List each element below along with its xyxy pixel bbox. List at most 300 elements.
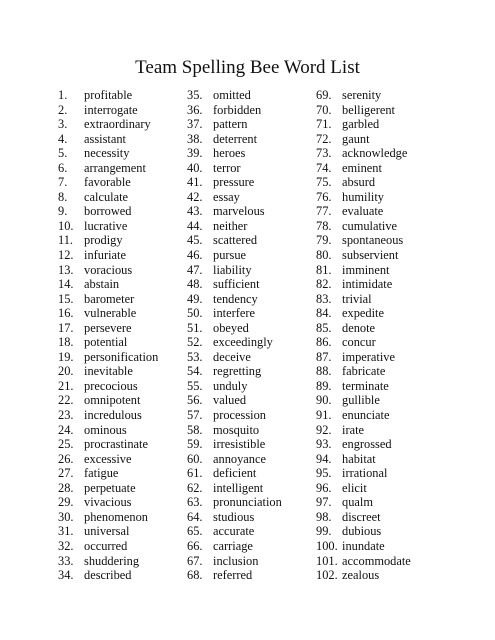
item-number: 18.: [58, 335, 74, 350]
list-item: [187, 161, 282, 176]
list-item: [58, 481, 158, 496]
item-word: pronunciation: [213, 495, 282, 510]
item-number: 20.: [58, 364, 74, 379]
list-item: [316, 219, 411, 234]
item-number: 38.: [187, 131, 203, 146]
item-number: 79.: [316, 233, 332, 248]
item-word: concur: [342, 335, 376, 350]
list-item: [58, 364, 158, 379]
item-word: accurate: [213, 524, 255, 539]
item-word: calculate: [84, 189, 129, 204]
item-word: procession: [213, 408, 266, 423]
item-number: 37.: [187, 117, 203, 132]
item-number: 5.: [58, 146, 68, 161]
list-item: [316, 510, 411, 525]
item-number: 85.: [316, 320, 332, 335]
item-word: valued: [213, 393, 247, 408]
item-word: profitable: [84, 88, 133, 102]
list-item: [58, 190, 158, 205]
item-number: 15.: [58, 291, 74, 306]
item-number: 77.: [316, 204, 332, 219]
item-number: 89.: [316, 378, 332, 393]
item-word: unduly: [213, 378, 248, 393]
list-item: [316, 292, 411, 307]
list-item: [187, 379, 282, 394]
list-item: [58, 423, 158, 438]
item-number: 92.: [316, 422, 332, 437]
item-number: 17.: [58, 320, 74, 335]
list-item: [58, 539, 158, 554]
item-word: sufficient: [213, 277, 260, 292]
item-word: discreet: [342, 509, 381, 524]
item-number: 99.: [316, 524, 332, 539]
list-item: [58, 117, 158, 132]
item-word: imperative: [342, 349, 395, 364]
item-word: excessive: [84, 451, 132, 466]
list-item: [316, 495, 411, 510]
item-number: 56.: [187, 393, 203, 408]
item-word: terror: [213, 160, 241, 175]
item-word: studious: [213, 509, 255, 524]
list-item: [316, 524, 411, 539]
item-number: 51.: [187, 320, 203, 335]
item-word: fatigue: [84, 466, 119, 481]
list-item: [187, 452, 282, 467]
item-number: 61.: [187, 466, 203, 481]
item-number: 30.: [58, 509, 74, 524]
list-item: [187, 88, 282, 103]
item-number: 88.: [316, 364, 332, 379]
item-number: 53.: [187, 349, 203, 364]
item-word: abstain: [84, 277, 120, 292]
item-number: 52.: [187, 335, 203, 350]
item-number: 94.: [316, 451, 332, 466]
list-item: [316, 204, 411, 219]
item-word: perpetuate: [84, 480, 136, 495]
list-item: [316, 117, 411, 132]
list-item: [316, 437, 411, 452]
list-item: [187, 350, 282, 365]
item-number: 8.: [58, 189, 68, 204]
list-item: [187, 510, 282, 525]
list-item: [187, 364, 282, 379]
list-item: [58, 335, 158, 350]
list-item: [58, 292, 158, 307]
item-number: 28.: [58, 480, 74, 495]
item-number: 65.: [187, 524, 203, 539]
item-number: 1.: [58, 88, 68, 102]
item-word: trivial: [342, 291, 372, 306]
list-item: [316, 423, 411, 438]
item-word: accommodate: [342, 553, 411, 568]
list-item: [58, 495, 158, 510]
item-number: 3.: [58, 117, 68, 132]
list-item: [187, 263, 282, 278]
item-word: interrogate: [84, 102, 138, 117]
item-word: irate: [342, 422, 365, 437]
item-number: 75.: [316, 175, 332, 190]
item-number: 67.: [187, 553, 203, 568]
item-word: arrangement: [84, 160, 146, 175]
item-word: intimidate: [342, 277, 393, 292]
item-number: 64.: [187, 509, 203, 524]
item-number: 40.: [187, 160, 203, 175]
item-word: barometer: [84, 291, 135, 306]
list-item: [187, 568, 282, 583]
item-number: 82.: [316, 277, 332, 292]
list-item: [58, 88, 158, 103]
word-column-2: [187, 88, 282, 583]
list-item: [187, 495, 282, 510]
item-number: 11.: [58, 233, 74, 248]
list-item: [58, 132, 158, 147]
item-number: 24.: [58, 422, 74, 437]
list-item: [58, 437, 158, 452]
word-column-1: [58, 88, 158, 583]
item-number: 73.: [316, 146, 332, 161]
list-item: [316, 146, 411, 161]
list-item: [316, 408, 411, 423]
list-item: [187, 524, 282, 539]
item-number: 45.: [187, 233, 203, 248]
item-number: 59.: [187, 437, 203, 452]
list-item: [316, 568, 411, 583]
list-item: [58, 350, 158, 365]
item-number: 76.: [316, 189, 332, 204]
item-word: elicit: [342, 480, 367, 495]
list-item: [316, 452, 411, 467]
list-item: [187, 335, 282, 350]
item-word: mosquito: [213, 422, 260, 437]
item-word: incredulous: [84, 408, 142, 423]
list-item: [187, 190, 282, 205]
item-word: gullible: [342, 393, 380, 408]
list-item: [58, 103, 158, 118]
list-item: [316, 335, 411, 350]
list-item: [187, 393, 282, 408]
item-word: ominous: [84, 422, 127, 437]
item-number: 95.: [316, 466, 332, 481]
item-number: 43.: [187, 204, 203, 219]
item-number: 19.: [58, 349, 74, 364]
item-number: 63.: [187, 495, 203, 510]
item-word: phenomenon: [84, 509, 149, 524]
item-word: dubious: [342, 524, 382, 539]
item-number: 23.: [58, 408, 74, 423]
item-word: inclusion: [213, 553, 259, 568]
item-word: referred: [213, 568, 253, 583]
item-word: acknowledge: [342, 146, 408, 161]
list-item: [58, 554, 158, 569]
list-item: [187, 103, 282, 118]
item-word: infuriate: [84, 248, 126, 263]
item-number: 10.: [58, 218, 74, 233]
list-item: [58, 452, 158, 467]
list-item: [58, 204, 158, 219]
list-item: [187, 175, 282, 190]
item-number: 62.: [187, 480, 203, 495]
item-word: humility: [342, 189, 384, 204]
item-number: 36.: [187, 102, 203, 117]
item-word: evaluate: [342, 204, 384, 219]
list-item: [58, 379, 158, 394]
item-word: omitted: [213, 88, 251, 102]
item-number: 69.: [316, 88, 332, 102]
item-word: pattern: [213, 117, 248, 132]
item-word: irrational: [342, 466, 388, 481]
item-word: lucrative: [84, 218, 128, 233]
item-number: 21.: [58, 378, 74, 393]
list-item: [187, 204, 282, 219]
item-number: 93.: [316, 437, 332, 452]
item-word: essay: [213, 189, 240, 204]
item-word: vivacious: [84, 495, 132, 510]
item-number: 50.: [187, 306, 203, 321]
item-number: 68.: [187, 568, 203, 583]
item-word: borrowed: [84, 204, 132, 219]
item-word: liability: [213, 262, 252, 277]
item-word: assistant: [84, 131, 126, 146]
list-item: [58, 393, 158, 408]
item-number: 102.: [316, 568, 338, 583]
list-item: [58, 568, 158, 583]
list-item: [316, 88, 411, 103]
item-number: 22.: [58, 393, 74, 408]
item-number: 31.: [58, 524, 74, 539]
item-word: enunciate: [342, 408, 390, 423]
item-number: 74.: [316, 160, 332, 175]
list-item: [58, 510, 158, 525]
item-word: fabricate: [342, 364, 386, 379]
item-word: procrastinate: [84, 437, 148, 452]
item-word: omnipotent: [84, 393, 141, 408]
item-word: inundate: [342, 538, 385, 553]
item-word: occurred: [84, 538, 128, 553]
item-number: 91.: [316, 408, 332, 423]
item-number: 44.: [187, 218, 203, 233]
item-number: 86.: [316, 335, 332, 350]
item-word: imminent: [342, 262, 390, 277]
list-item: [316, 379, 411, 394]
list-item: [58, 219, 158, 234]
list-item: [58, 263, 158, 278]
item-number: 49.: [187, 291, 203, 306]
item-word: scattered: [213, 233, 258, 248]
item-word: neither: [213, 218, 248, 233]
item-word: expedite: [342, 306, 384, 321]
list-item: [187, 219, 282, 234]
list-item: [187, 554, 282, 569]
list-item: [316, 161, 411, 176]
item-word: regretting: [213, 364, 262, 379]
item-number: 90.: [316, 393, 332, 408]
item-number: 60.: [187, 451, 203, 466]
item-number: 27.: [58, 466, 74, 481]
item-word: intelligent: [213, 480, 264, 495]
list-item: [58, 248, 158, 263]
item-word: pursue: [213, 248, 247, 263]
item-number: 35.: [187, 88, 203, 102]
item-word: eminent: [342, 160, 382, 175]
list-item: [316, 306, 411, 321]
list-item: [187, 408, 282, 423]
list-item: [187, 248, 282, 263]
item-number: 16.: [58, 306, 74, 321]
item-word: irresistible: [213, 437, 266, 452]
list-item: [316, 466, 411, 481]
item-word: deficient: [213, 466, 257, 481]
list-item: [58, 321, 158, 336]
item-word: cumulative: [342, 218, 398, 233]
item-number: 32.: [58, 538, 74, 553]
item-word: absurd: [342, 175, 376, 190]
item-number: 58.: [187, 422, 203, 437]
item-number: 54.: [187, 364, 203, 379]
item-number: 42.: [187, 189, 203, 204]
item-word: denote: [342, 320, 376, 335]
item-number: 55.: [187, 378, 203, 393]
item-word: described: [84, 568, 132, 583]
item-number: 2.: [58, 102, 68, 117]
item-word: deterrent: [213, 131, 258, 146]
item-word: terminate: [342, 378, 389, 393]
list-item: [187, 117, 282, 132]
item-number: 26.: [58, 451, 74, 466]
list-item: [316, 263, 411, 278]
list-item: [58, 466, 158, 481]
item-word: pressure: [213, 175, 255, 190]
list-item: [316, 132, 411, 147]
item-number: 13.: [58, 262, 74, 277]
list-item: [187, 321, 282, 336]
item-number: 70.: [316, 102, 332, 117]
item-word: vulnerable: [84, 306, 137, 321]
item-number: 6.: [58, 160, 68, 175]
list-item: [187, 146, 282, 161]
list-item: [58, 146, 158, 161]
list-item: [316, 393, 411, 408]
item-number: 84.: [316, 306, 332, 321]
item-word: extraordinary: [84, 117, 151, 132]
list-item: [316, 554, 411, 569]
item-word: tendency: [213, 291, 258, 306]
list-item: [58, 175, 158, 190]
list-item: [316, 233, 411, 248]
item-word: gaunt: [342, 131, 370, 146]
item-number: 46.: [187, 248, 203, 263]
item-number: 4.: [58, 131, 68, 146]
list-item: [187, 423, 282, 438]
item-word: inevitable: [84, 364, 133, 379]
item-word: spontaneous: [342, 233, 404, 248]
item-word: shuddering: [84, 553, 140, 568]
item-word: habitat: [342, 451, 376, 466]
item-word: qualm: [342, 495, 373, 510]
item-number: 48.: [187, 277, 203, 292]
item-number: 41.: [187, 175, 203, 190]
list-item: [187, 437, 282, 452]
item-word: personification: [84, 349, 159, 364]
list-item: [58, 277, 158, 292]
list-item: [58, 233, 158, 248]
item-number: 71.: [316, 117, 332, 132]
list-item: [316, 248, 411, 263]
list-item: [58, 161, 158, 176]
item-number: 66.: [187, 538, 203, 553]
list-item: [316, 481, 411, 496]
list-item: [316, 350, 411, 365]
list-item: [58, 306, 158, 321]
item-word: prodigy: [84, 233, 123, 248]
item-number: 100.: [316, 538, 338, 553]
list-item: [187, 132, 282, 147]
list-item: [187, 233, 282, 248]
item-word: heroes: [213, 146, 246, 161]
item-number: 81.: [316, 262, 332, 277]
item-number: 33.: [58, 553, 74, 568]
list-item: [187, 466, 282, 481]
list-item: [187, 481, 282, 496]
item-word: carriage: [213, 538, 253, 553]
item-word: voracious: [84, 262, 133, 277]
item-number: 83.: [316, 291, 332, 306]
list-item: [187, 277, 282, 292]
item-word: favorable: [84, 175, 131, 190]
item-word: engrossed: [342, 437, 392, 452]
item-number: 29.: [58, 495, 74, 510]
list-item: [58, 524, 158, 539]
item-number: 9.: [58, 204, 68, 219]
item-number: 80.: [316, 248, 332, 263]
item-number: 47.: [187, 262, 203, 277]
item-word: necessity: [84, 146, 130, 161]
item-word: persevere: [84, 320, 132, 335]
item-number: 98.: [316, 509, 332, 524]
item-word: forbidden: [213, 102, 262, 117]
list-item: [316, 175, 411, 190]
item-word: garbled: [342, 117, 380, 132]
item-word: universal: [84, 524, 130, 539]
list-item: [187, 539, 282, 554]
item-word: interfere: [213, 306, 255, 321]
word-column-3: [316, 88, 411, 583]
item-word: precocious: [84, 378, 138, 393]
item-word: marvelous: [213, 204, 265, 219]
list-item: [316, 277, 411, 292]
item-word: exceedingly: [213, 335, 273, 350]
list-item: [316, 364, 411, 379]
item-word: annoyance: [213, 451, 266, 466]
item-number: 12.: [58, 248, 74, 263]
list-item: [58, 408, 158, 423]
item-number: 34.: [58, 568, 74, 583]
item-number: 72.: [316, 131, 332, 146]
item-number: 25.: [58, 437, 74, 452]
item-number: 57.: [187, 408, 203, 423]
item-word: serenity: [342, 88, 382, 102]
item-number: 96.: [316, 480, 332, 495]
item-word: belligerent: [342, 102, 395, 117]
item-number: 78.: [316, 218, 332, 233]
item-number: 39.: [187, 146, 203, 161]
item-number: 7.: [58, 175, 68, 190]
item-word: zealous: [342, 568, 380, 583]
item-word: subservient: [342, 248, 399, 263]
list-item: [187, 292, 282, 307]
list-item: [316, 321, 411, 336]
list-item: [316, 103, 411, 118]
item-word: potential: [84, 335, 128, 350]
